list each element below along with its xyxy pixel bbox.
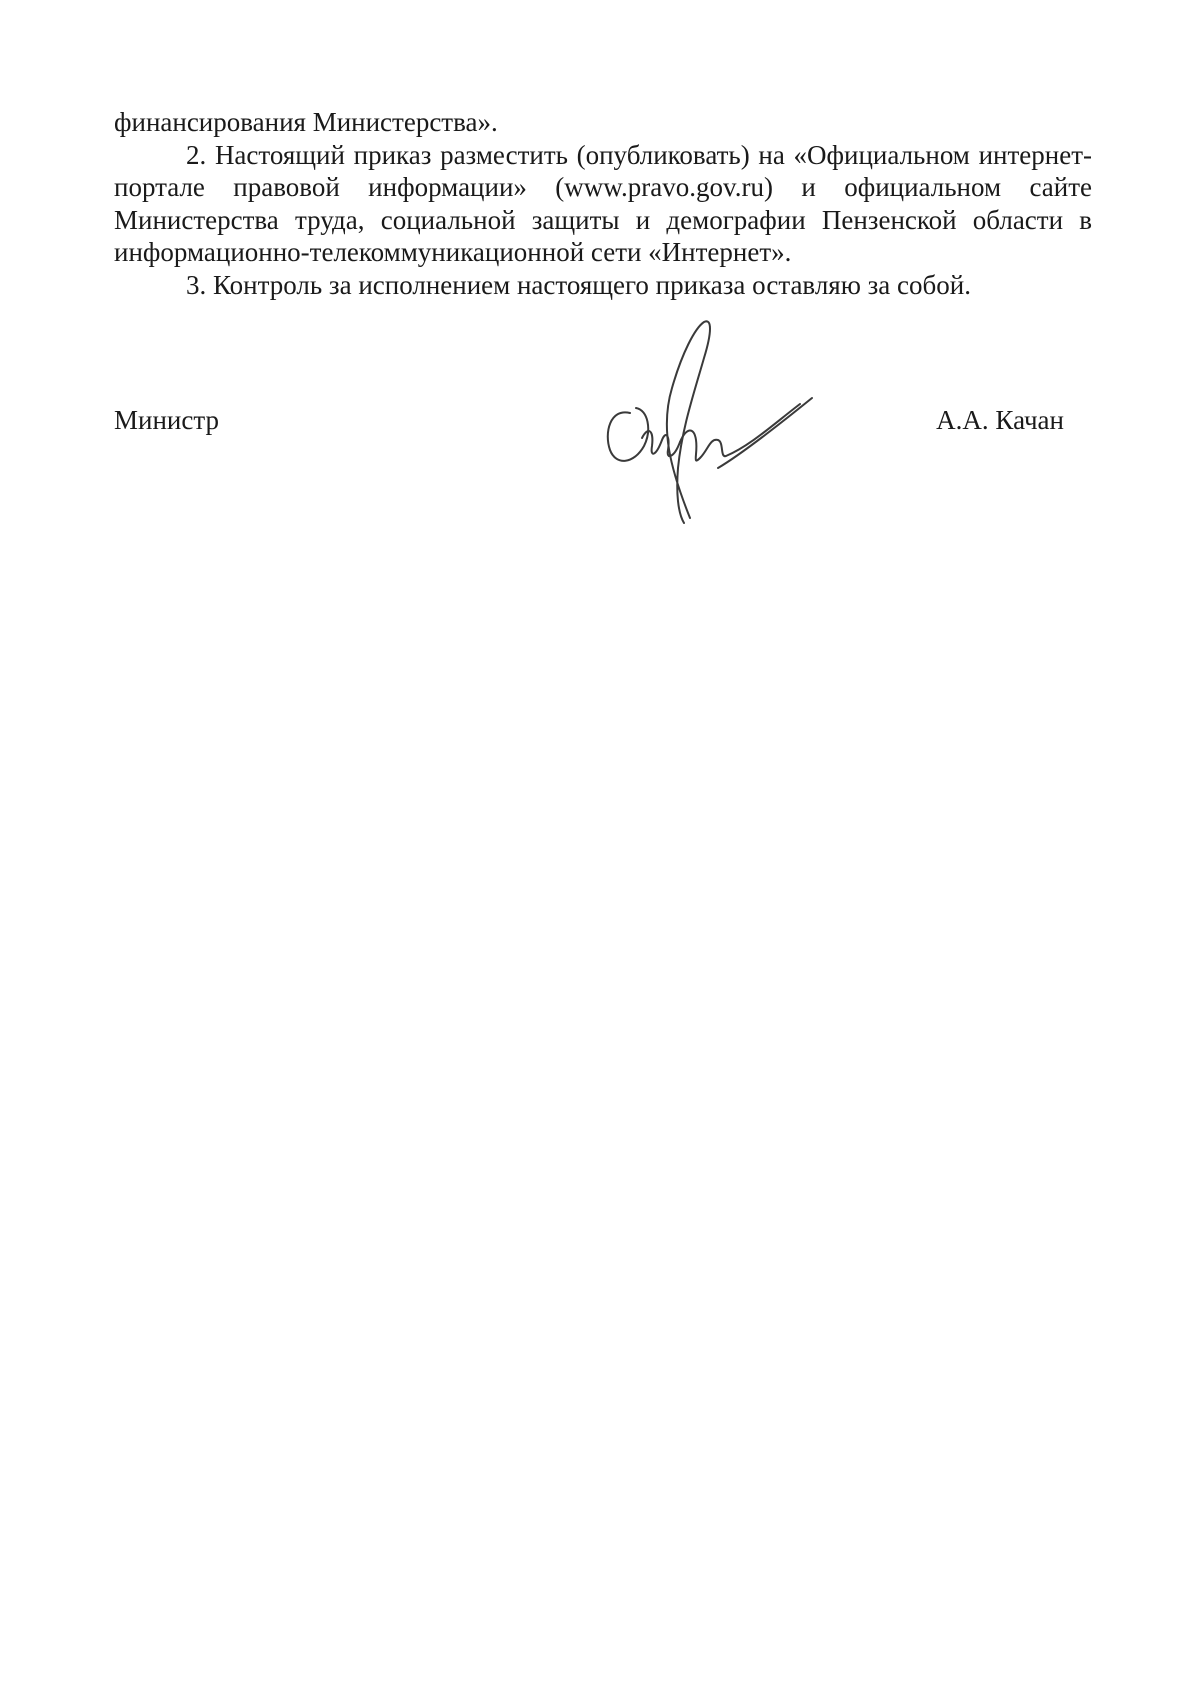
signer-name: А.А. Качан	[936, 405, 1064, 435]
paragraph-3-control: 3. Контроль за исполнением настоящего приказа оставляю за собой.	[186, 269, 971, 300]
document-body	[114, 106, 1092, 301]
handwritten-signature	[600, 318, 820, 528]
paragraph-2-publication: 2. Настоящий приказ разместить (опубликовать) на «Официальном интернет-портале правовой информации» (www.pravo.gov.ru) и официальном сайте Министерства труда, социальной защиты и демографии Пензенской области в информационно-телекоммуникационной сети «Интернет».	[114, 139, 1092, 267]
paragraph-1-continuation: финансирования Министерства».	[114, 107, 498, 137]
signer-position: Министр	[114, 405, 219, 435]
